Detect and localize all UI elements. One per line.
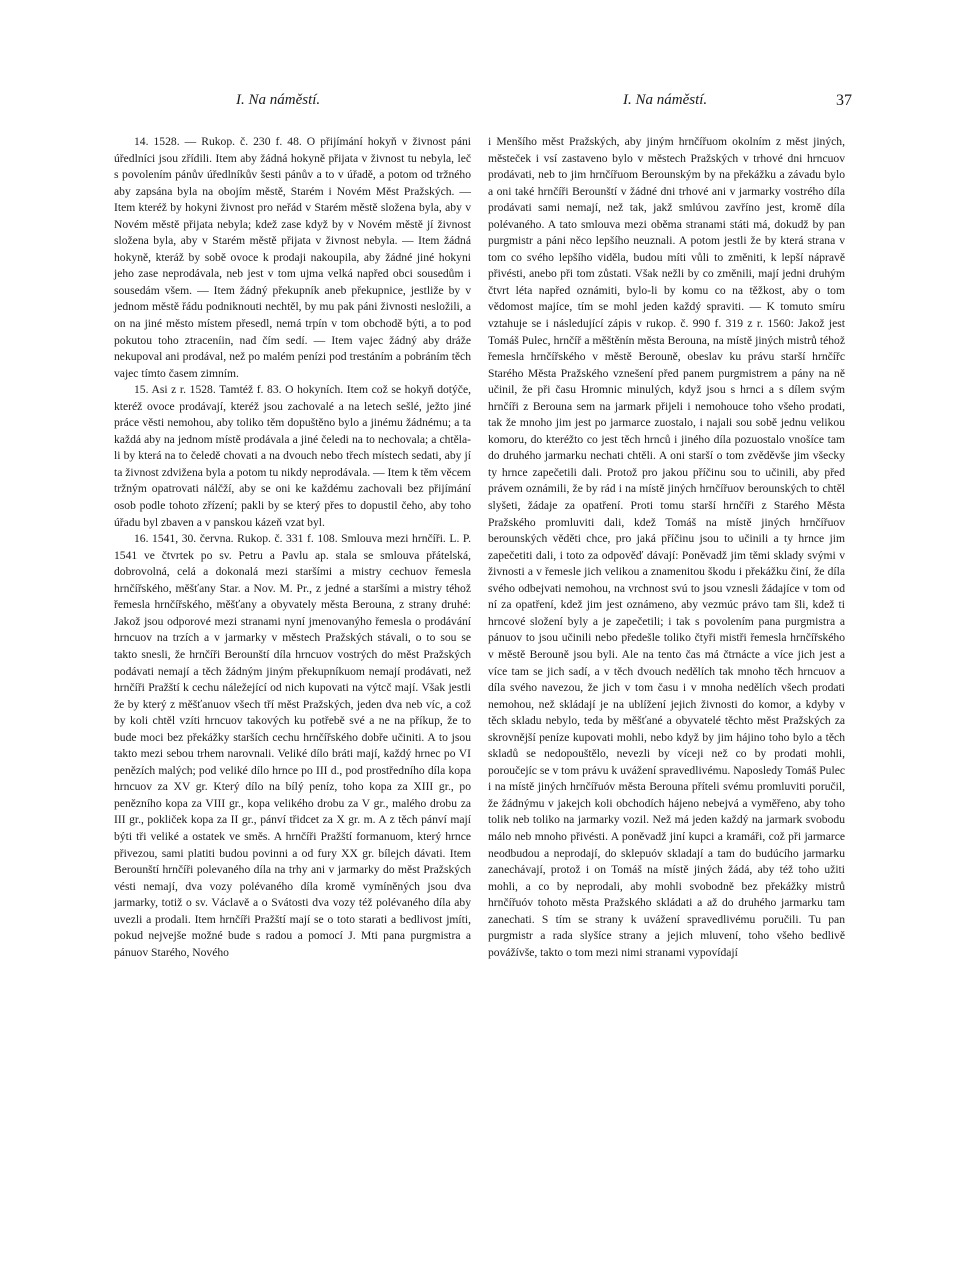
- entry-15: 15. Asi z r. 1528. Tamtéž f. 83. O hokyních. Item což se hokyň dotýče, kteréž ovoce prodávají, kteréž jsou zachovalé a na letech sešlé, ježto jiné práce věsti nemohou, aby toliko těm dopuštěno bylo a jinému žádnému; a ta každá aby na jednom místě prodávala a jiné čeledi na to nechovala; a chtěla-li by která na to čeledě chovati a na dvouch nebo třech místech sedati, aby jí ta živnost zdvižena byla a potom tu nikdy neprodávala. — Item k těm věcem tržným opatrovati nálčží, aby se oni ke každému zachovali bez přijímání osob podle tohoto zřízení; pakli by se který přes to dopustil čeho, aby toho úřadu byl zbaven a v panskou kázeň vzat byl.: [114, 383, 471, 529]
- entry-16: 16. 1541, 30. června. Rukop. č. 331 f. 108. Smlouva mezi hrnčíři. L. P. 1541 ve čtvrtek po sv. Petru a Pavlu ap. stala se smlouva přátelská, dobrovolná, celá a dokonalá mezi staršími a mistry cechuov řemesla hrnčířského, měšťany Star. a Nov. M. Pr., z jedné a staršími a mistry téhož řemesla hrnčířského, měšťany a obyvately města Berouna, z strany druhé: Jakož jsou odporové mezi stranami nyní jmenovanýho řemesla o prodávání hrncuov na trzích a v jarmarky v městech Pražských stávali, o to sou se takto snesli, že hrnčíři Berounští díla hrncuov vostrých do měst Pražských podávati nemají a těch žádným jiným překupníkuom nemají prodávati, než hrnčíři Pražští k cechu náležející od nich kupovati na výtcč mají. Však jestli že by který z měšťanuov všech tří měst Pražských, jeden dva neb víc, a což by koli chtěl vzíti hrncuov takových ku potřebě své a ne na příkup, že to bude moci bez překážky starších cechu hrnčířského dobře učiniti. A to jsou takto mezi sebou trhem narovnali. Veliké dílo bráti mají, každý hrnec po VI penězích malých; pod veliké dílo hrnce po III d., pod prostředního díla kopa hrncuov za XV gr. Který dílo na bílý peníz, toho kopa za XIII gr., po penězního kopa za VIII gr., kopa velikého drobu za V gr., malého drobu za III gr., pokliček kopa za II gr., pánví třidcet za X gr. m. A z těch pánví mají býti tři veliké a ostatek ve směs. A hrnčíři Pražští formanuom, který hrnce přivezou, sami platiti budou povinni a od fury XX gr. bílejch dávati. Item Berounští hrnčíři polevaného díla na trhy ani v jarmarky do měst Pražských vésti nemají, dva vozy polévaného díla kromě vymíněných jsou dva jarmarky, totiž o sv. Václavě a o Svátosti dva vozy též polévaného díla aby uvezli a prodali. Item hrnčíři Pražští mají se o toto starati a bedlivost jmíti, pokud nejvejše možné bude s radou a pomocí J. Mti pana purgmistra a pánuov Starého, Nového: [114, 532, 471, 959]
- right-column: [488, 134, 845, 961]
- running-title-left: I. Na náměstí.: [236, 92, 321, 108]
- entry-16-continued: i Menšího měst Pražských, aby jiným hrnčířuom okolním z měst jiných, městeček i vsí zastaveno bylo v městech Pražských v trhové dni hrncuov prodávati, neb to jim hrnčířuom Berounským by na překážku a závadu bylo a oni také hrnčíři Berounští v žádné dni trhové ani v jarmarky vostrého díla prodávati sami nemají, než tak, jakž smlúvou zavříno jest, kromě díla polévaného. A tato smlouva mezi oběma stranami státi má, dokudž by pan purgmistr a páni něco lepšího neuznali. A potom jestli že by která strana v tom co svého lepšího viděla, budou míti vůli to změniti, k lepší nápravě přivésti, anebo při tom zůstati. Však nežli by co změnili, mají jedni druhým čtvrt léta napřed oznámiti, bylo-li by komu co na těžkost, aby o tom vědomost majíce, tím se mohl jeden každý spraviti. — K tomuto smíru vztahuje se i následující zápis v rukop. č. 990 f. 319 z r. 1560: Jakož jest Tomáš Pulec, hrnčíř a měštěnín města Berouna, na místě jiných mistrů téhož řemesla hrnčířského v městě Berouně, obeslav ku právu starší hrnčířc Starého Města Pražského vznešení před panem purgmistrem a pány na ně učinil, že při času Hromnic minulých, když jsou s hrnci a s dílem svým hrnčíři z Berouna sem na jarmark přijeli i nemohouce toho všeho prodati, tak že mnoho jim jest po jarmarce zuostalo, i najali sou sobě jednu velikou komoru, do kteréžto co jest těch hrnců i jiného díla pozuostalo vnošíce tam do druhého jarmarku nechati chtěli. A oni starší o tom zvěděvše jim všecky ty hrnce zapečetili dali. Protož pro jakou příčinu sou to učinili, aby před právem oznámili, že by rád i na místě jiných hrnčířuov berounských to chtěl slyšeti, žádaje za opatření. Proti tomu starší hrnčíři z Starého Města Pražského promluviti dali, kdež Tomáš na místě jiných hrnčířuov berounských věděti chce, pro jaká příčinu jsou to učinili a ty hrnce jim zapečetiti dali, i toto za odpověď dávají: Poněvadž jim těmi sklady svými v živnosti a v řemesle jich velikou a znamenitou škodu i překážku činí, že díla svého odbejvati nemohou, na vrchnost svú to jsou vznesli žádajíce v tom od ní za opatření, kdež jim jest oznámeno, aby vezmúc právo tam šli, kdež ti hrncové složení byly a je zapečetili; i tak s povolením pana purgmistra a pánuov to jsou učinili nebo předešle toliko čtyři mistři řemesla hrnčířského v městě Berouně jsou byli. Ale na tento čas má čtrnácte a více jich jest a více tam se jich sadí, a v těch dvouch nedělích tak mnoho těch hrncuov a díla svého navezou, že jich v tom času i v mnoha nedělích všech prodati nemohou, než skládají je na ublížení jejich živnosti do komor, a kdyby v těch skladu nebylo, teda by měšťané a obyvatelé těchto měst Pražských za skrovnější peníze kupovati mohli, nebo když by jim hájino toho bylo a těch skladů se nedopouštělo, nevezli by víceji než co by prodati mohli, poroučejíc se v tom právu k uvážení spravedlivému. Naposledy Tomáš Pulec i na místě jiných hrnčířuóv města Berouna příteli svému promluviti poručil, že žádnýmu v jakejch koli obchodích hájeno nebejvá a vyměřeno, aby toho tolik neb toliko na jarmarky vozil. Než má jeden každý na jarmark svobodu málo neb mnoho přivésti. A poněvadž jiní kupci a kramáři, což při jarmarce neodbudou a neprodají, do sklepuóv skladají a tam do budúcího jarmarku zanechávají, protož i on Tomáš na místě jiných žádá, aby též toho užiti mohli, a co by neprodali, aby mohli svobodně bez překážky mistrů hrnčířuóv tohoto města Pražského skládati a až do druhého jarmarku tam zanechati. S tím se strany k uvážení spravedlivému poručili. Tu pan purgmistr a rada slyšíce strany a jejich mluvení, toho všeho bedlivě povážívše, takto o tom mezi nimi stranami vypovídají: [488, 135, 845, 959]
- entry-14: 14. 1528. — Rukop. č. 230 f. 48. O přijímání hokyň v živnost páni úředlníci jsou zřídili. Item aby žádná hokyně přijata v živnost tu nebyla, leč s povolením pánův úředlníkův šesti pánův a to v úřadě, a potom od tržného aby zapsána byla na obojím městě, Starém i Novém Měst Pražských. — Item kteréž by hokyni živnost pro neřád v Starém městě složena byla, aby v Novém městě přijata nebyla; kdež zase když by v Novém městě jí živnost složena byla, aby v Starém městě přijata v živnost nebyla. — Item žádná hokyně, kteráž by sobě ovoce k prodaji nakoupila, aby žádné jiné hokyni jeho zase neprodávala, neb jest v tom ujma velká napřed obci sousedům i sousedám všem. — Item žádný překupník aneb překupnice, jestliže by v jednom městě řádu podniknouti nechtěl, by mu pak páni živnosti nesložili, a on na jiné město místem přesedl, nemá trpín v tom obchodě býti, a to pod pokutou toho ztraceníin, nad čím sedí. — Item vajec žádný aby dráže nekupoval ani prodával, než po malém penízi pod trestáním a pobráním těch vajec tímto časem zimním.: [114, 135, 471, 380]
- left-column: [114, 134, 471, 961]
- running-title-right: I. Na náměstí.: [623, 92, 708, 108]
- page-number: 37: [836, 92, 852, 109]
- running-header: [0, 92, 960, 116]
